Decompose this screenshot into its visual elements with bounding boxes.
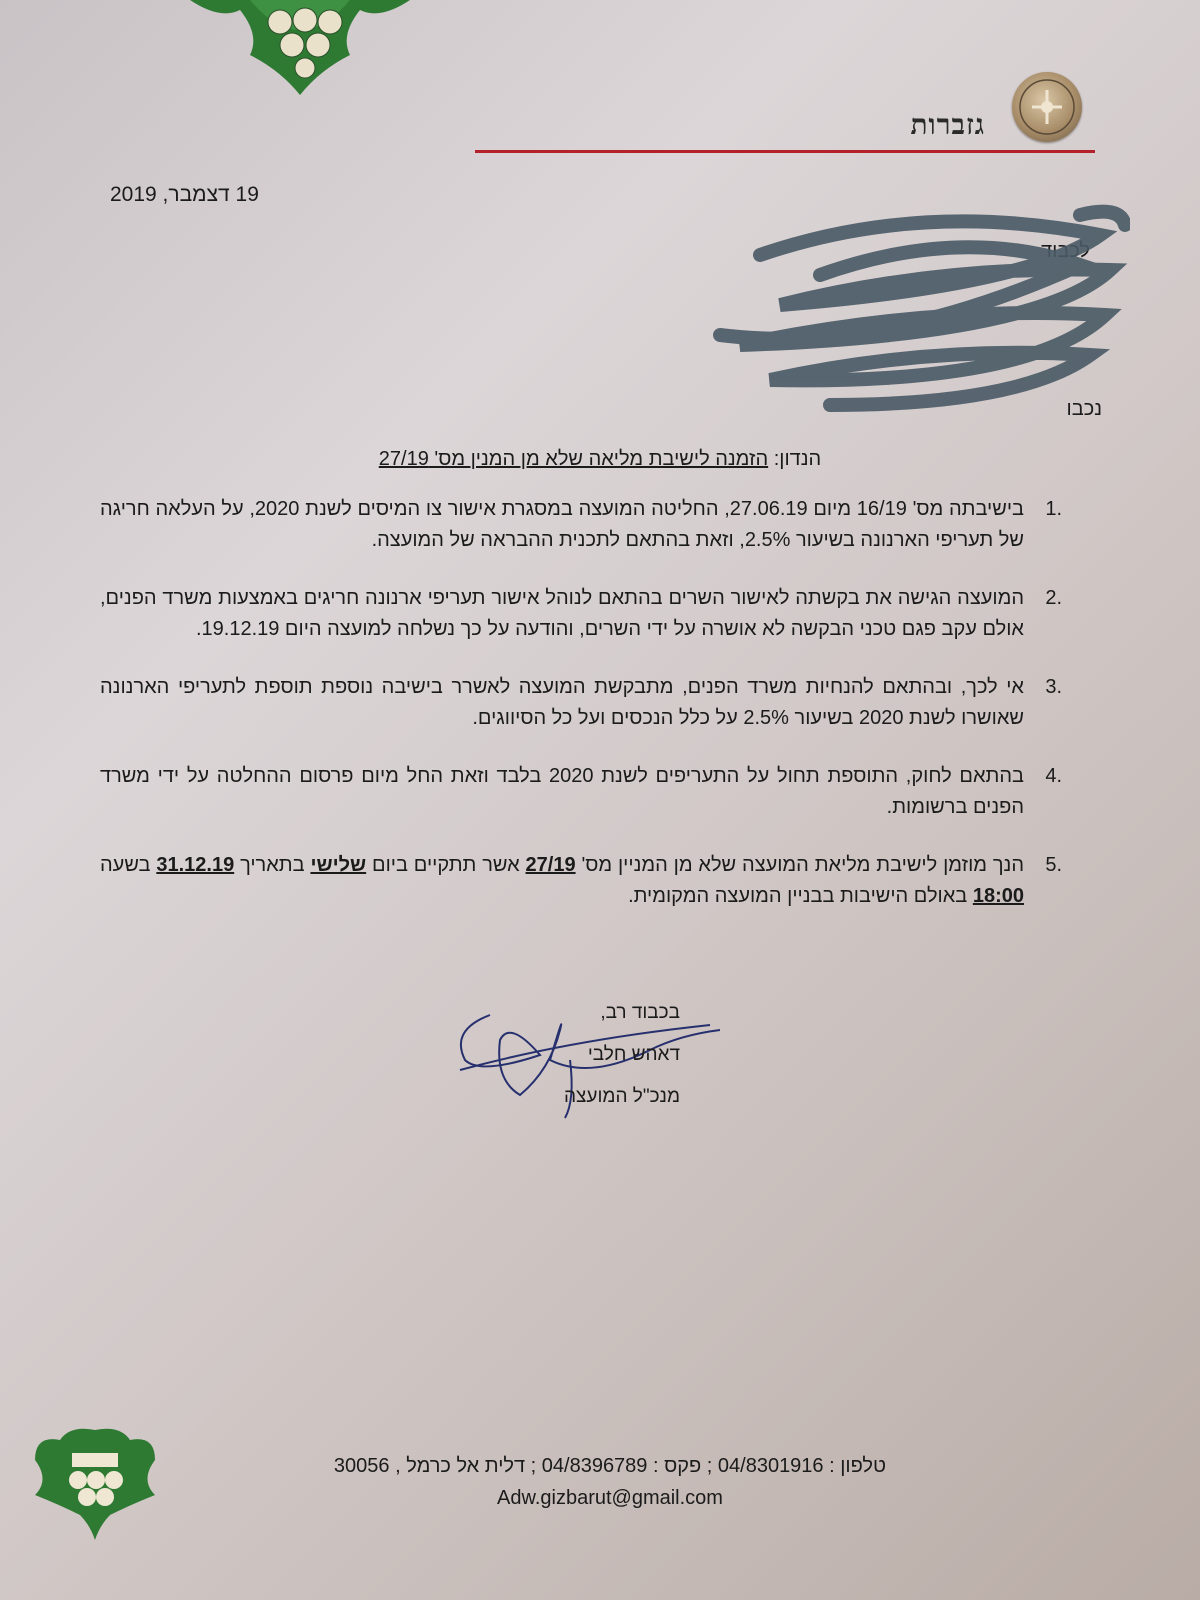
- subject-prefix: הנדון:: [773, 448, 822, 470]
- salutation: נכבו: [1066, 398, 1102, 420]
- item-text: בהתאם לחוק, התוספת תחול על התעריפים לשנת 2020 בלבד וזאת החל מיום פרסום ההחלטה על ידי משרד הפנים ברשומות.: [100, 765, 1024, 818]
- invitation-text: באולם הישיבות בבניין המועצה המקומית.: [628, 885, 968, 907]
- list-item: [100, 583, 1062, 645]
- list-item: [100, 494, 1062, 556]
- item-text: בישיבתה מס' 16/19 מיום 27.06.19, החליטה המועצה במסגרת אישור צו המיסים לשנת 2020, על העלאה חריגה של תעריפי הארנונה בשיעור 2.5%, וזאת בהתאם לתכנית ההבראה של המועצה.: [100, 498, 1024, 551]
- meeting-number: 27/19: [525, 854, 576, 876]
- department-title: גזברות: [910, 108, 985, 141]
- item-number: .2: [1045, 587, 1062, 609]
- subject-text: הזמנה לישיבת מליאה שלא מן המנין מס' 27/19: [378, 448, 769, 470]
- list-item: [100, 761, 1062, 823]
- item-number: .1: [1045, 498, 1062, 520]
- item-number: .3: [1045, 676, 1062, 698]
- grape-leaf-logo-icon: [30, 1425, 160, 1540]
- item-number: .5: [1045, 854, 1062, 876]
- footer-contact: טלפון : 04/8301916 ; פקס : 04/8396789 ; דלית אל כרמל , 30056: [333, 1455, 887, 1477]
- meeting-date: 31.12.19: [156, 854, 235, 876]
- letter-items: [100, 494, 1062, 939]
- invitation-text: אשר תתקיים ביום: [372, 854, 520, 876]
- signer-name: דאהש חלבי: [587, 1044, 680, 1065]
- closing-block: [540, 1002, 680, 1128]
- subject-line: [250, 448, 950, 471]
- grape-leaf-logo-icon: [180, 0, 420, 100]
- meeting-time: 18:00: [972, 885, 1024, 907]
- recipient-label: לכבוד: [1041, 240, 1090, 262]
- invitation-text: בשעה: [100, 854, 151, 876]
- footer-email: Adw.gizbarut@gmail.com: [497, 1487, 723, 1509]
- item-text: אי לכך, ובהתאם להנחיות משרד הפנים, מתבקשת המועצה לאשרר בישיבה נוספת תוספת לתעריפי הארנונה שאושרו לשנת 2020 בשיעור 2.5% על כלל הנכסים ועל כל הסיווגים.: [100, 676, 1024, 729]
- list-item: [100, 672, 1062, 734]
- item-text: המועצה הגישה את בקשתה לאישור השרים בהתאם לנוהל אישור תעריפי ארנונה חריגים באמצעות משרד הפנים, אולם עקב פגם טכני הבקשה לא אושרה על ידי השרים, והודעה על כך נשלחה למועצה היום 19.12.19.: [100, 587, 1024, 640]
- signer-title: מנכ"ל המועצה: [564, 1086, 680, 1107]
- seal-icon: [1012, 72, 1082, 142]
- header-divider: [475, 150, 1095, 153]
- closing-regards: בכבוד רב,: [600, 1002, 680, 1023]
- item-number: .4: [1045, 765, 1062, 787]
- meeting-day: שלישי: [310, 854, 367, 876]
- invitation-text: הנך מוזמן לישיבת מליאת המועצה שלא מן המניין מס': [581, 854, 1025, 876]
- item-text: [100, 850, 1024, 912]
- list-item-invitation: [100, 850, 1062, 912]
- redaction-scribble: [700, 195, 1130, 420]
- letter-date: 19 דצמבר, 2019: [110, 183, 259, 206]
- invitation-text: בתאריך: [240, 854, 305, 876]
